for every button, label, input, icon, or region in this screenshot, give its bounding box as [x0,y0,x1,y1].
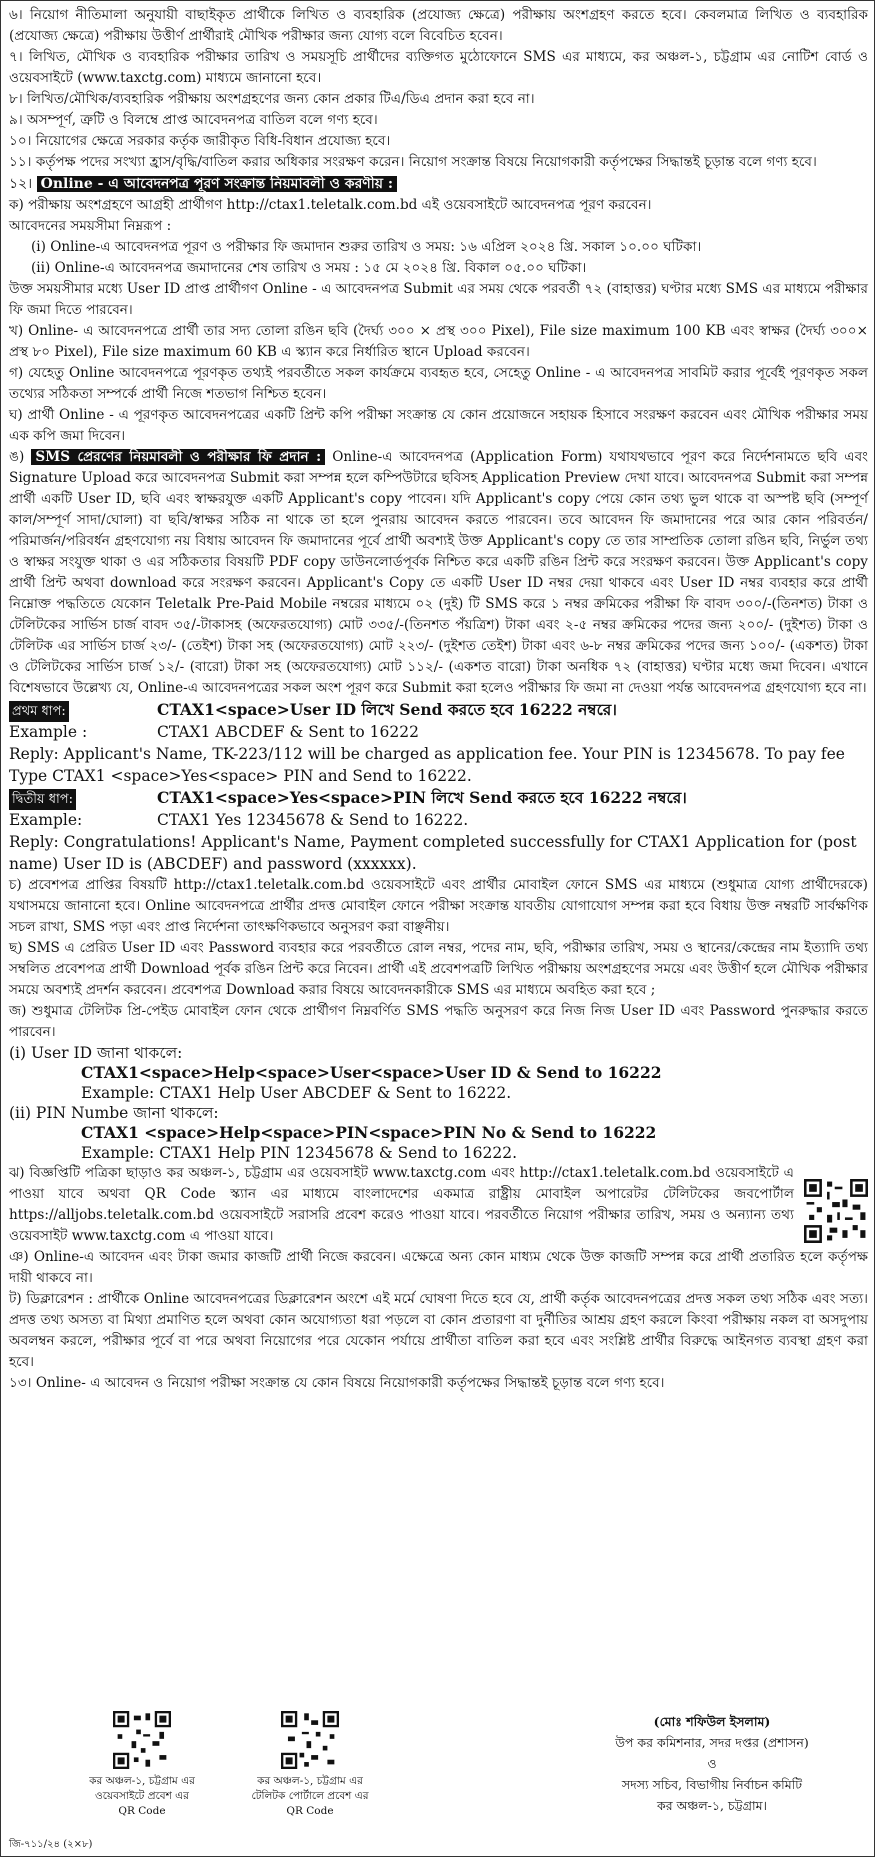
step-1-command: CTAX1<space>User ID লিখে Send করতে হবে 16222 নম্বরে। [157,700,617,719]
step-2-command: CTAX1<space>Yes<space>PIN লিখে Send করতে হবে 16222 নম্বরে। [157,788,687,807]
qr-code-icon [281,1711,339,1769]
step-2-reply: Reply: Congratulations! Applicant's Name, Payment completed successfully for CTAX1 Application for (post name) User ID is (ABCDEF) and password (xxxxxx). [9,833,857,873]
example-label: Example : [9,723,88,741]
item-ka-start-date: (i) Online-এ আবেদনপত্র পূরণ ও পরীক্ষার ফি জমাদান শুরুর তারিখ ও সময়: ১৬ এপ্রিল ২০২৪ খ্রি. সকাল ১০.০০ ঘটিকা। [31,239,702,255]
item-jha-row [9,1163,868,1247]
item-jha: ঝ) বিজ্ঞপ্তিটি পত্রিকা ছাড়াও কর অঞ্চল-১, চট্টগ্রাম এর ওয়েবসাইট www.taxctg.com এবং http://ctax1.teletalk.com.bd ওয়েবসাইটে এ পাওয়া যাবে অথবা QR Code স্ক্যান এর মাধ্যমে বাংলাদেশের একমাত্র রাষ্ট্রীয় মোবাইল অপারেটর টেলিটকের জবপোর্টাল https://alljobs.teletalk.com.bd ওয়েবসাইটে সরাসরি প্রবেশ করেও পাওয়া যাবে। পরবর্তীতে নিয়োগ পরীক্ষার তারিখ, সময় ও অন্যান্য তথ্য ওয়েবসাইট www.taxctg.com এ পাওয়া যাবে। [9,1165,794,1244]
recovery-2-example: Example: CTAX1 Help PIN 12345678 & Send to 16222. [81,1144,517,1162]
qr-1-caption-line-3: QR Code [118,1805,166,1817]
sms-step-1 [9,699,868,722]
item-umo-label: ঙ) [9,449,25,465]
example-2-label: Example: [9,811,83,829]
recovery-1-command: CTAX1<space>Help<space>User<space>User ID & Send to 16222 [81,1063,662,1082]
qr-2-caption-line-2: টেলিটক পোর্টালে প্রবেশ এর [251,1790,369,1802]
signer-name: (মোঃ শফিউল ইসলাম) [653,1714,771,1729]
signer-title-1: উপ কর কমিশনার, সদর দপ্তর (প্রশাসন) [615,1735,809,1750]
item-8: ৮। লিখিত/মৌখিক/ব্যবহারিক পরীক্ষায় অংশগ্রহণের জন্য কোন প্রকার টিএ/ডিএ প্রদান করা হবে না। [9,91,535,107]
step-1-reply: Reply: Applicant's Name, TK-223/112 will be charged as application fee. Your PIN is 12345678. To pay fee Type CTAX1 <space>Yes<space> PIN and Send to 16222. [9,745,845,785]
item-6: ৬। নিয়োগ নীতিমালা অনুযায়ী বাছাইকৃত প্রার্থীকে লিখিত ও ব্যবহারিক (প্রযোজ্য ক্ষেত্রে) পরীক্ষায় অংশগ্রহণ করতে হবে। কেবলমাত্র লিখিত ও ব্যবহারিক (প্রযোজ্য ক্ষেত্রে) পরীক্ষায় উত্তীর্ণ প্রার্থীরাই মৌখিক পরীক্ষার জন্য যোগ্য বলে বিবেচিত হবেন। [9,7,868,44]
item-ka-end-date: (ii) Online-এ আবেদনপত্র জমাদানের শেষ তারিখ ও সময় : ১৫ মে ২০২৪ খ্রি. বিকাল ০৫.০০ ঘটিকা। [31,260,587,276]
item-12-heading [9,173,868,195]
item-umo-body: Online-এ আবেদনপত্র (Application Form) যথাযথভাবে পূরণ করে নির্দেশনামতে ছবি এবং Signature Upload করে আবেদনপত্র Submit করা সম্পন্ন হলে কম্পিউটারে ছবিসহ Application Preview দেখা যাবে। আবেদনপত্র Submit করা সম্পন্ন প্রার্থী একটি User ID, ছবি এবং স্বাক্ষরযুক্ত একটি Applicant's copy পাবেন। যদি Applicant's copy পেয়ে কোন তথ্য ভুল থাকে বা অস্পষ্ট ছবি (সম্পূর্ণ কাল/সম্পূর্ণ সাদা/ঘোলা) বা ছবি/স্বাক্ষর সঠিক না থাকে তা হলে পুনরায় আবেদন করতে পারবেন। তবে আবেদন ফি জমাদানের পরে আর কোন পরিবর্তন/পরিমার্জন/পরিবর্ধন গ্রহণযোগ্য নয় বিধায় আবেদন ফি জমাদানের পূর্বে প্রার্থী অবশ্যই উক্ত Applicant's copy তে তার সাম্প্রতিক তোলা রঙিন ছবি, নির্ভুল তথ্য ও স্বাক্ষর সংযুক্ত থাকা ও এর সঠিকতার বিষয়টি PDF copy ডাউনলোর্ডপূর্বক নিশ্চিত করে একটি রঙিন প্রিন্ট করে সংরক্ষণ করবেন। উক্ত Applicant's copy প্রার্থী প্রিন্ট অথবা download করে সংরক্ষণ করবেন। Applicant's Copy তে একটি User ID নম্বর দেয়া থাকবে এবং User ID নম্বর ব্যবহার করে প্রার্থী নিম্নোক্ত পদ্ধতিতে যেকোন Teletalk Pre-Paid Mobile নম্বরের মাধ্যমে ০২ (দুই) টি SMS করে ১ নম্বর ক্রমিকের পরীক্ষা ফি বাবদ ৩০০/-(তিনশত) টাকা ও টেলিটকের সার্ভিস চার্জ বাবদ ৩৫/-টাকাসহ (অফেরতযোগ্য) মোট ৩৩৫/-(তিনশত পঁয়ত্রিশ) টাকা এবং ২-৫ নম্বর ক্রমিকের পদের জন্য ২০০/- (দুইশত) টাকা ও টেলিটক এর সার্ভিস চার্জ ২৩/- (তেইশ) টাকা সহ (অফেরতযোগ্য) মোট ২২৩/- (দুইশত তেইশ) টাকা এবং ৬-৮ নম্বর ক্রমিকের পদের জন্য ১০০/- (একশত) টাকা ও টেলিটকের সার্ভিস চার্জ ১২/- (বারো) টাকা সহ (অফেরতযোগ্য) মোট ১১২/- (একশত বারো) টাকা অনধিক ৭২ (বাহাত্তর) ঘণ্টার মধ্যে জমা দিবেন। এখানে বিশেষভাবে উল্লেখ্য যে, Online-এ আবেদনপত্রের সকল অংশ পূরণ করে Submit করা হলেও পরীক্ষার ফি জমা না দেওয়া পর্যন্ত আবেদনপত্র গ্রহণযোগ্য হবে না। [9,449,868,696]
item-12-number: ১২। [9,176,33,192]
qr-2-caption-line-3: QR Code [286,1805,334,1817]
item-ka-fee-window: উক্ত সময়সীমার মধ্যে User ID প্রাপ্ত প্রার্থীগণ Online - এ আবেদনপত্র Submit এর সময় থেকে পরবর্তী ৭২ (বাহাত্তর) ঘণ্টার মধ্যে SMS এর মাধ্যমে পরীক্ষার ফি জমা দিতে পারবেন। [9,281,868,318]
signer-title-2: সদস্য সচিব, বিভাগীয় নির্বাচন কমিটি [621,1777,803,1792]
step-2-label: দ্বিতীয় ধাপ: [9,789,76,810]
sms-step-2 [9,787,868,810]
footer [1,1711,875,1857]
signer-and: ও [707,1756,717,1771]
qr-1-caption-line-1: কর অঞ্চল-১, চট্টগ্রাম এর [89,1775,195,1787]
item-gha: ঘ) প্রার্থী Online - এ পূরণকৃত আবেদনপত্রের একটি প্রিন্ট কপি পরীক্ষা সংক্রান্ত যে কোন প্রয়োজনে সহায়ক হিসাবে সংরক্ষণ করবেন এবং মৌখিক পরীক্ষার সময় এক কপি জমা দিবেন। [9,407,868,444]
item-ka-line2: আবেদনের সময়সীমা নিম্নরূপ : [9,218,172,234]
item-13: ১৩। Online- এ আবেদন ও নিয়োগ পরীক্ষা সংক্রান্ত যে কোন বিষয়ে নিয়োগকারী কর্তৃপক্ষের সিদ্ধান্তই চূড়ান্ত বলে গণ্য হবে। [9,1375,665,1391]
item-umo-heading: SMS প্রেরণের নিয়মাবলী ও পরীক্ষার ফি প্রদান : [31,449,325,465]
item-12-title: Online - এ আবেদনপত্র পূরণ সংক্রান্ত নিয়মাবলী ও করণীয় : [37,176,397,192]
form-code: জি-৭১১/২৪ (২×৮) [9,1839,93,1850]
qr-block-teletalk [235,1711,385,1819]
item-11: ১১। কর্তৃপক্ষ পদের সংখ্যা হ্রাস/বৃদ্ধি/বাতিল করার অধিকার সংরক্ষণ করেন। নিয়োগ সংক্রান্ত বিষয়ে নিয়োগকারী কর্তৃপক্ষের সিদ্ধান্তই চূড়ান্ত বলে গণ্য হবে। [9,154,817,170]
qr-block-website [67,1711,217,1819]
recovery-2-command: CTAX1 <space>Help<space>PIN<space>PIN No & Send to 16222 [81,1123,657,1142]
item-nya: ঞ) Online-এ আবেদন এবং টাকা জমার কাজটি প্রার্থী নিজে করবেন। এক্ষেত্রে অন্য কোন মাধ্যম থেকে উক্ত কাজটি সম্পন্ন করে প্রার্থী প্রতারিত হলে কর্তৃপক্ষ দায়ী থাকবে না। [9,1249,868,1286]
sms-step-1-example [9,722,868,743]
item-9: ৯। অসম্পূর্ণ, ত্রুটি ও বিলম্বে প্রাপ্ত আবেদনপত্র বাতিল বলে গণ্য হবে। [9,112,378,128]
recovery-1-example: Example: CTAX1 Help User ABCDEF & Sent to 16222. [81,1084,512,1102]
item-ka-line1: ক) পরীক্ষায় অংশগ্রহণে আগ্রহী প্রার্থীগণ http://ctax1.teletalk.com.bd এই ওয়েবসাইটে আবেদনপত্র পূরণ করবেন। [9,197,652,213]
notice-body [9,5,868,1394]
qr-code-icon [113,1711,171,1769]
item-ga: গ) যেহেতু Online আবেদনপত্রে পূরণকৃত তথ্যই পরবর্তীতে সকল কার্যক্রমে ব্যবহৃত হবে, সেহেতু Online - এ আবেদনপত্র সাবমিট করার পূর্বেই পূরণকৃত সকল তথ্যের সঠিকতা সম্পর্কে প্রার্থী নিজে শতভাগ নিশ্চিত হবেন। [9,365,868,402]
recovery-1-heading: (i) User ID জানা থাকলে: [9,1044,183,1062]
item-umo [9,447,868,699]
step-2-example: CTAX1 Yes 12345678 & Send to 16222. [157,811,469,829]
item-7: ৭। লিখিত, মৌখিক ও ব্যবহারিক পরীক্ষার তারিখ ও সময়সূচি প্রার্থীদের ব্যক্তিগত মুঠোফোনে SMS এর মাধ্যমে, কর অঞ্চল-১, চট্টগ্রাম এর নোটিশ বোর্ড ও ওয়েবসাইটে (www.taxctg.com) মাধ্যমে জানানো হবে। [9,49,868,86]
recovery-2-heading: (ii) PIN Numbe জানা থাকলে: [9,1104,219,1122]
qr-1-caption-line-2: ওয়েবসাইটে প্রবেশ এর [95,1790,189,1802]
sms-step-2-example [9,810,868,831]
item-ja: জ) শুধুমাত্র টেলিটক প্রি-পেইড মোবাইল ফোন থেকে প্রার্থীগণ নিম্নবর্ণিত SMS পদ্ধতি অনুসরণ করে নিজ নিজ User ID এবং Password পুনরুদ্ধার করতে পারবেন। [9,1003,868,1040]
item-cha: চ) প্রবেশপত্র প্রাপ্তির বিষয়টি http://ctax1.teletalk.com.bd ওয়েবসাইটে এবং প্রার্থীর মোবাইল ফোনে SMS এর মাধ্যমে (শুধুমাত্র যোগ্য প্রার্থীদেরকে) যথাসময়ে জানানো হবে। Online আবেদনপত্রে প্রার্থীর প্রদত্ত মোবাইল ফোনে পরীক্ষা সংক্রান্ত যাবতীয় যোগাযোগ সম্পন্ন করা হবে বিধায় উক্ত নম্বরটি সার্বক্ষণিক সচল রাখা, SMS পড়া এবং প্রাপ্ত নির্দেশনা তাৎক্ষণিকভাবে অনুসরণ করা বাঞ্ছনীয়। [9,877,868,935]
step-1-example: CTAX1 ABCDEF & Sent to 16222 [157,723,419,741]
item-10: ১০। নিয়োগের ক্ষেত্রে সরকার কর্তৃক জারীকৃত বিধি-বিধান প্রযোজ্য হবে। [9,133,391,149]
signature-block [562,1711,862,1816]
item-kha: খ) Online- এ আবেদনপত্রে প্রার্থী তার সদ্য তোলা রঙিন ছবি (দৈর্ঘ্য ৩০০ × প্রস্থ ৩০০ Pixel), File size maximum 100 KB এবং স্বাক্ষর (দৈর্ঘ্য ৩০০× প্রস্থ ৮০ Pixel), File size maximum 60 KB এ স্ক্যান করে নির্ধারিত স্থানে Upload করবেন। [9,323,868,360]
step-1-label: প্রথম ধাপ: [9,701,69,722]
item-chha: ছ) SMS এ প্রেরিত User ID এবং Password ব্যবহার করে পরবর্তীতে রোল নম্বর, পদের নাম, ছবি, পরীক্ষার তারিখ, সময় ও স্থানের/কেন্দ্রের নাম ইত্যাদি তথ্য সম্বলিত প্রবেশপত্র প্রার্থী Download পূর্বক রঙিন প্রিন্ট করে নিবেন। প্রার্থী এই প্রবেশপত্রটি লিখিত পরীক্ষায় অংশগ্রহণের সময়ে এবং উত্তীর্ণ হলে মৌখিক পরীক্ষার সময়ে অবশ্যই প্রদর্শন করবেন। প্রবেশপত্র Download করার বিষয়ে আবেদনকারীকে SMS এর মাধ্যমে অবহিত করা হবে ; [9,940,868,998]
qr-code-icon [804,1179,868,1243]
signer-office: কর অঞ্চল-১, চট্টগ্রাম। [657,1798,767,1813]
item-ta: ট) ডিক্লারেশন : প্রার্থীকে Online আবেদনপত্রের ডিক্লারেশন অংশে এই মর্মে ঘোষণা দিতে হবে যে, প্রার্থী কর্তৃক আবেদনপত্রের প্রদত্ত সকল তথ্য সঠিক এবং সত্য। প্রদত্ত তথ্য অসত্য বা মিথ্যা প্রমাণিত হলে অথবা কোন অযোগ্যতা ধরা পড়লে বা কোন প্রতারণা বা দুর্নীতির আশ্রয় গ্রহণ করলে কিংবা পরীক্ষায় নকল বা অসদুপায় অবলম্বন করলে, পরীক্ষার পূর্বে বা পরে অথবা নিয়োগের পরে যেকোন পর্যায়ে প্রার্থীতা বাতিল করা হবে এবং সংশ্লিষ্ট প্রার্থীর বিরুদ্ধে আইনগত ব্যবস্থা গ্রহণ করা হবে। [9,1291,868,1370]
qr-2-caption-line-1: কর অঞ্চল-১, চট্টগ্রাম এর [257,1775,363,1787]
